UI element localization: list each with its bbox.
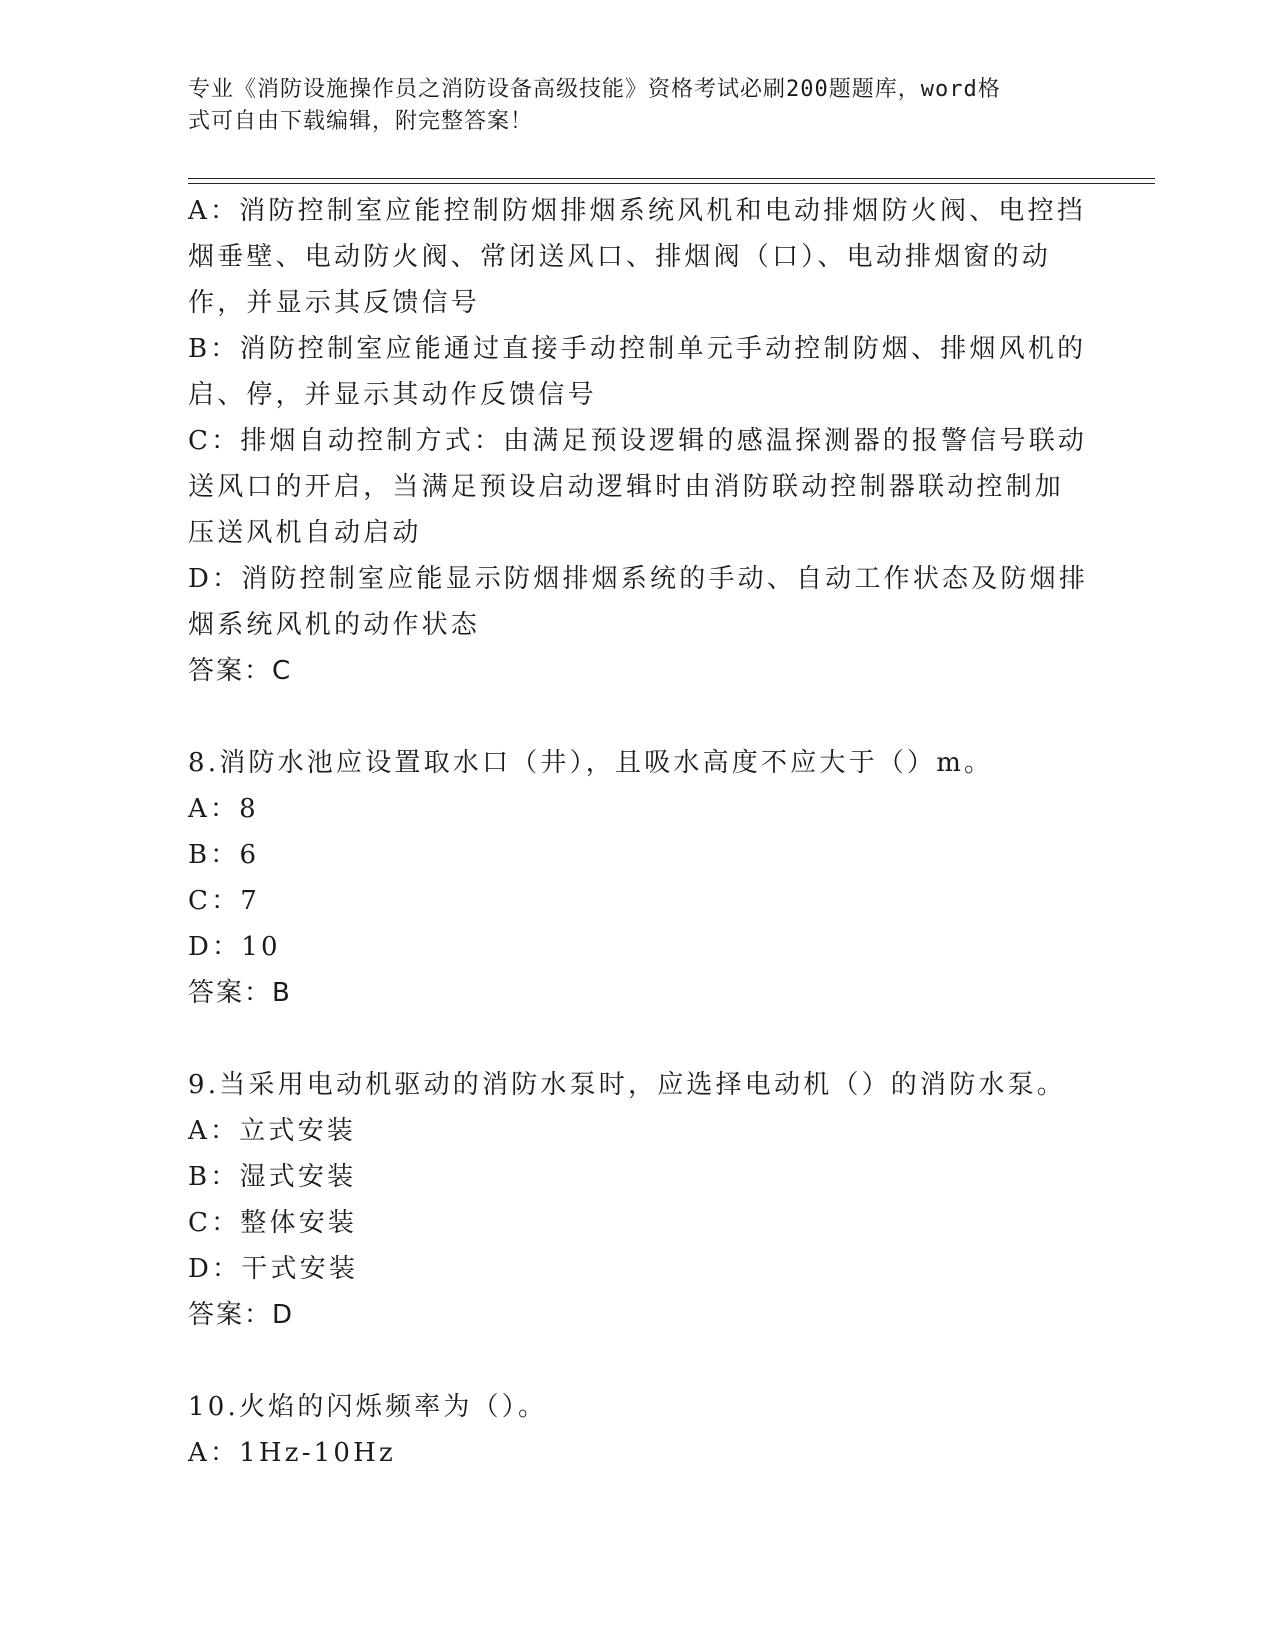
question-9-option-a: A：立式安装 bbox=[188, 1116, 356, 1146]
question-10-text: 10.火焰的闪烁频率为（）。 bbox=[188, 1392, 548, 1422]
option-c-line-1: C：排烟自动控制方式：由满足预设逻辑的感温探测器的报警信号联动 bbox=[188, 426, 1088, 456]
question-8 bbox=[188, 740, 1088, 1016]
question-8-option-c: C：7 bbox=[188, 886, 261, 916]
question-8-text: 8.消防水池应设置取水口（井），且吸水高度不应大于（）m。 bbox=[188, 748, 994, 778]
option-a-line-3: 作，并显示其反馈信号 bbox=[188, 288, 481, 318]
question-10-option-a: A：1Hz-10Hz bbox=[188, 1438, 396, 1468]
question-9-answer: 答案：D bbox=[188, 1300, 295, 1330]
question-9-text: 9.当采用电动机驱动的消防水泵时，应选择电动机（）的消防水泵。 bbox=[188, 1070, 1067, 1100]
question-8-option-d: D：10 bbox=[188, 932, 281, 962]
question-9 bbox=[188, 1062, 1088, 1338]
option-c-line-2: 送风口的开启，当满足预设启动逻辑时由消防联动控制器联动控制加 bbox=[188, 472, 1065, 502]
question-9-option-d: D：干式安装 bbox=[188, 1254, 359, 1284]
question-10 bbox=[188, 1384, 1088, 1476]
option-b-line-1: B：消防控制室应能通过直接手动控制单元手动控制防烟、排烟风机的 bbox=[188, 334, 1087, 364]
document-header bbox=[188, 74, 1068, 138]
option-a-line-2: 烟垂壁、电动防火阀、常闭送风口、排烟阀（口）、电动排烟窗的动 bbox=[188, 242, 1052, 272]
header-line-1: 专业《消防设施操作员之消防设备高级技能》资格考试必刷200题题库，word格 bbox=[188, 77, 1001, 102]
spacer bbox=[188, 694, 1088, 740]
question-8-option-b: B：6 bbox=[188, 840, 260, 870]
option-b-line-2: 启、停，并显示其动作反馈信号 bbox=[188, 380, 597, 410]
option-c-line-3: 压送风机自动启动 bbox=[188, 518, 422, 548]
question-8-option-a: A：8 bbox=[188, 794, 259, 824]
question-8-answer: 答案：B bbox=[188, 978, 292, 1008]
option-a-line-1: A：消防控制室应能控制防烟排烟系统风机和电动排烟防火阀、电控挡 bbox=[188, 196, 1086, 226]
header-rule-top bbox=[188, 178, 1155, 179]
spacer bbox=[188, 1016, 1088, 1062]
option-d-line-2: 烟系统风机的动作状态 bbox=[188, 610, 481, 640]
question-7-answer: 答案：C bbox=[188, 656, 293, 686]
question-7-options bbox=[188, 188, 1088, 694]
question-9-option-b: B：湿式安装 bbox=[188, 1162, 357, 1192]
option-d-line-1: D：消防控制室应能显示防烟排烟系统的手动、自动工作状态及防烟排 bbox=[188, 564, 1089, 594]
question-9-option-c: C：整体安装 bbox=[188, 1208, 358, 1238]
question-body bbox=[188, 188, 1088, 1476]
header-rule-bottom bbox=[188, 183, 1155, 184]
spacer bbox=[188, 1338, 1088, 1384]
header-line-2: 式可自由下载编辑，附完整答案！ bbox=[188, 109, 534, 134]
